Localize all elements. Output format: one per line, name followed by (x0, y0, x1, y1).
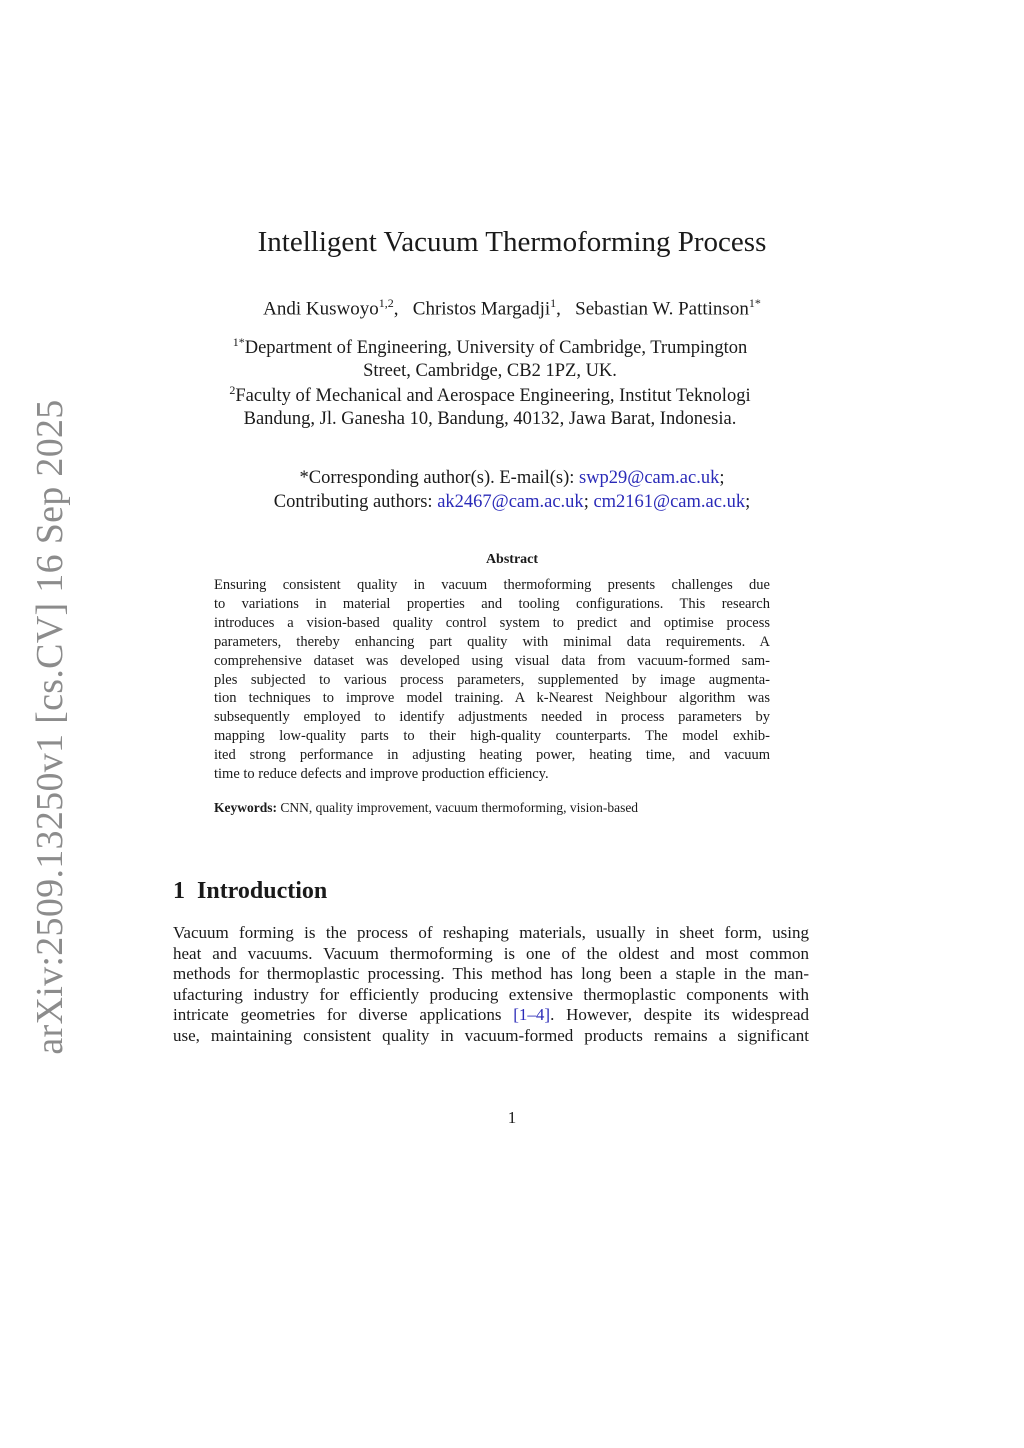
affiliation-1 (190, 331, 790, 383)
author-affiliation-mark: 1 (550, 296, 557, 310)
keywords-line (214, 800, 638, 816)
abstract-line: Ensuring consistent quality in vacuum thermoforming presents challenges due (214, 577, 770, 593)
abstract-line: to variations in material properties and tooling configurations. This research (214, 595, 770, 612)
arxiv-identifier-stamp: arXiv:2509.13250v1 [cs.CV] 16 Sep 2025 (29, 399, 71, 1055)
page-number: 1 (507, 1108, 517, 1127)
abstract-body (214, 576, 770, 784)
abstract-line: time to reduce defects and improve production efficiency. (214, 766, 549, 783)
contributing-email-link-1[interactable]: ak2467@cam.ac.uk (437, 492, 584, 512)
abstract-line: comprehensive dataset was developed using visual data from vacuum-formed sam- (214, 652, 770, 669)
author-affiliation-mark: 1* (748, 296, 761, 310)
abstract-line: subsequently employed to identify adjustments needed in process parameters by (214, 709, 770, 726)
section-title: Introduction (197, 878, 328, 904)
punctuation: ; (719, 468, 725, 488)
keywords-list: CNN, quality improvement, vacuum thermoforming, vision-based (277, 800, 639, 815)
affiliation-2 (190, 379, 790, 431)
paper-title: Intelligent Vacuum Thermoforming Process (257, 226, 767, 258)
corresponding-author-line (0, 466, 1024, 490)
affiliation-line: Faculty of Mechanical and Aerospace Engineering, Institut Teknologi (235, 386, 751, 407)
keywords-label: Keywords: (214, 800, 277, 815)
line-text: . However, despite its widespread (550, 1005, 809, 1025)
author-affiliation-mark: 1,2 (378, 296, 394, 310)
line-text: intricate geometries for diverse applications (173, 1005, 514, 1025)
contributing-email-link-2[interactable]: cm2161@cam.ac.uk (593, 492, 746, 512)
contributing-label: Contributing authors: (273, 492, 438, 512)
section-number: 1 (173, 878, 185, 904)
corresponding-label: *Corresponding author(s). E-mail(s): (299, 468, 579, 488)
author-name: Andi Kuswoyo (263, 298, 379, 320)
paragraph-line (173, 1005, 809, 1026)
citation-link[interactable]: [1–4] (513, 1005, 551, 1025)
affiliation-line: Street, Cambridge, CB2 1PZ, UK. (363, 361, 617, 382)
abstract-line: ited strong performance in adjusting heating power, heating time, and vacuum (214, 747, 770, 764)
paragraph-line: ufacturing industry for efficiently producing extensive thermoplastic components with (173, 984, 809, 1004)
abstract-line: ples subjected to various process parameters, supplemented by image augmenta- (214, 671, 770, 688)
paragraph-line: heat and vacuums. Vacuum thermoforming is one of the oldest and most common (173, 943, 809, 963)
corresponding-email-link[interactable]: swp29@cam.ac.uk (579, 468, 720, 488)
affiliation-mark: 1* (232, 335, 245, 349)
punctuation: ; (583, 492, 594, 512)
author-list: Andi Kuswoyo$^{1,2}$, Christos Margadji$^1$, Sebastian W. Pattinson$^{1*}$ (263, 296, 761, 320)
affiliation-line: Department of Engineering, University of Cambridge, Trumpington (244, 338, 748, 359)
section-heading (173, 878, 327, 905)
abstract-line: mapping low-quality parts to their high-quality counterparts. The model exhib- (214, 728, 770, 745)
punctuation: ; (745, 492, 751, 512)
abstract-heading: Abstract (485, 552, 539, 567)
paragraph-line: use, maintaining consistent quality in vacuum-formed products remains a significant (173, 1025, 809, 1045)
author-name: Christos Margadji (412, 298, 551, 320)
paragraph-line: Vacuum forming is the process of reshaping materials, usually in sheet form, using (173, 923, 809, 942)
abstract-line: introduces a vision-based quality control system to predict and optimise process (214, 614, 770, 631)
paragraph-line: methods for thermoplastic processing. This method has long been a staple in the man- (173, 964, 809, 984)
introduction-paragraph (173, 923, 809, 1047)
abstract-line: parameters, thereby enhancing part quality with minimal data requirements. A (214, 633, 770, 650)
contributing-authors-line (0, 490, 1024, 514)
author-name: Sebastian W. Pattinson (575, 298, 749, 320)
abstract-line: tion techniques to improve model training. A k-Nearest Neighbour algorithm was (214, 690, 770, 707)
affiliation-mark: 2 (229, 383, 236, 397)
affiliation-line: Bandung, Jl. Ganesha 10, Bandung, 40132, Jawa Barat, Indonesia. (243, 409, 737, 430)
